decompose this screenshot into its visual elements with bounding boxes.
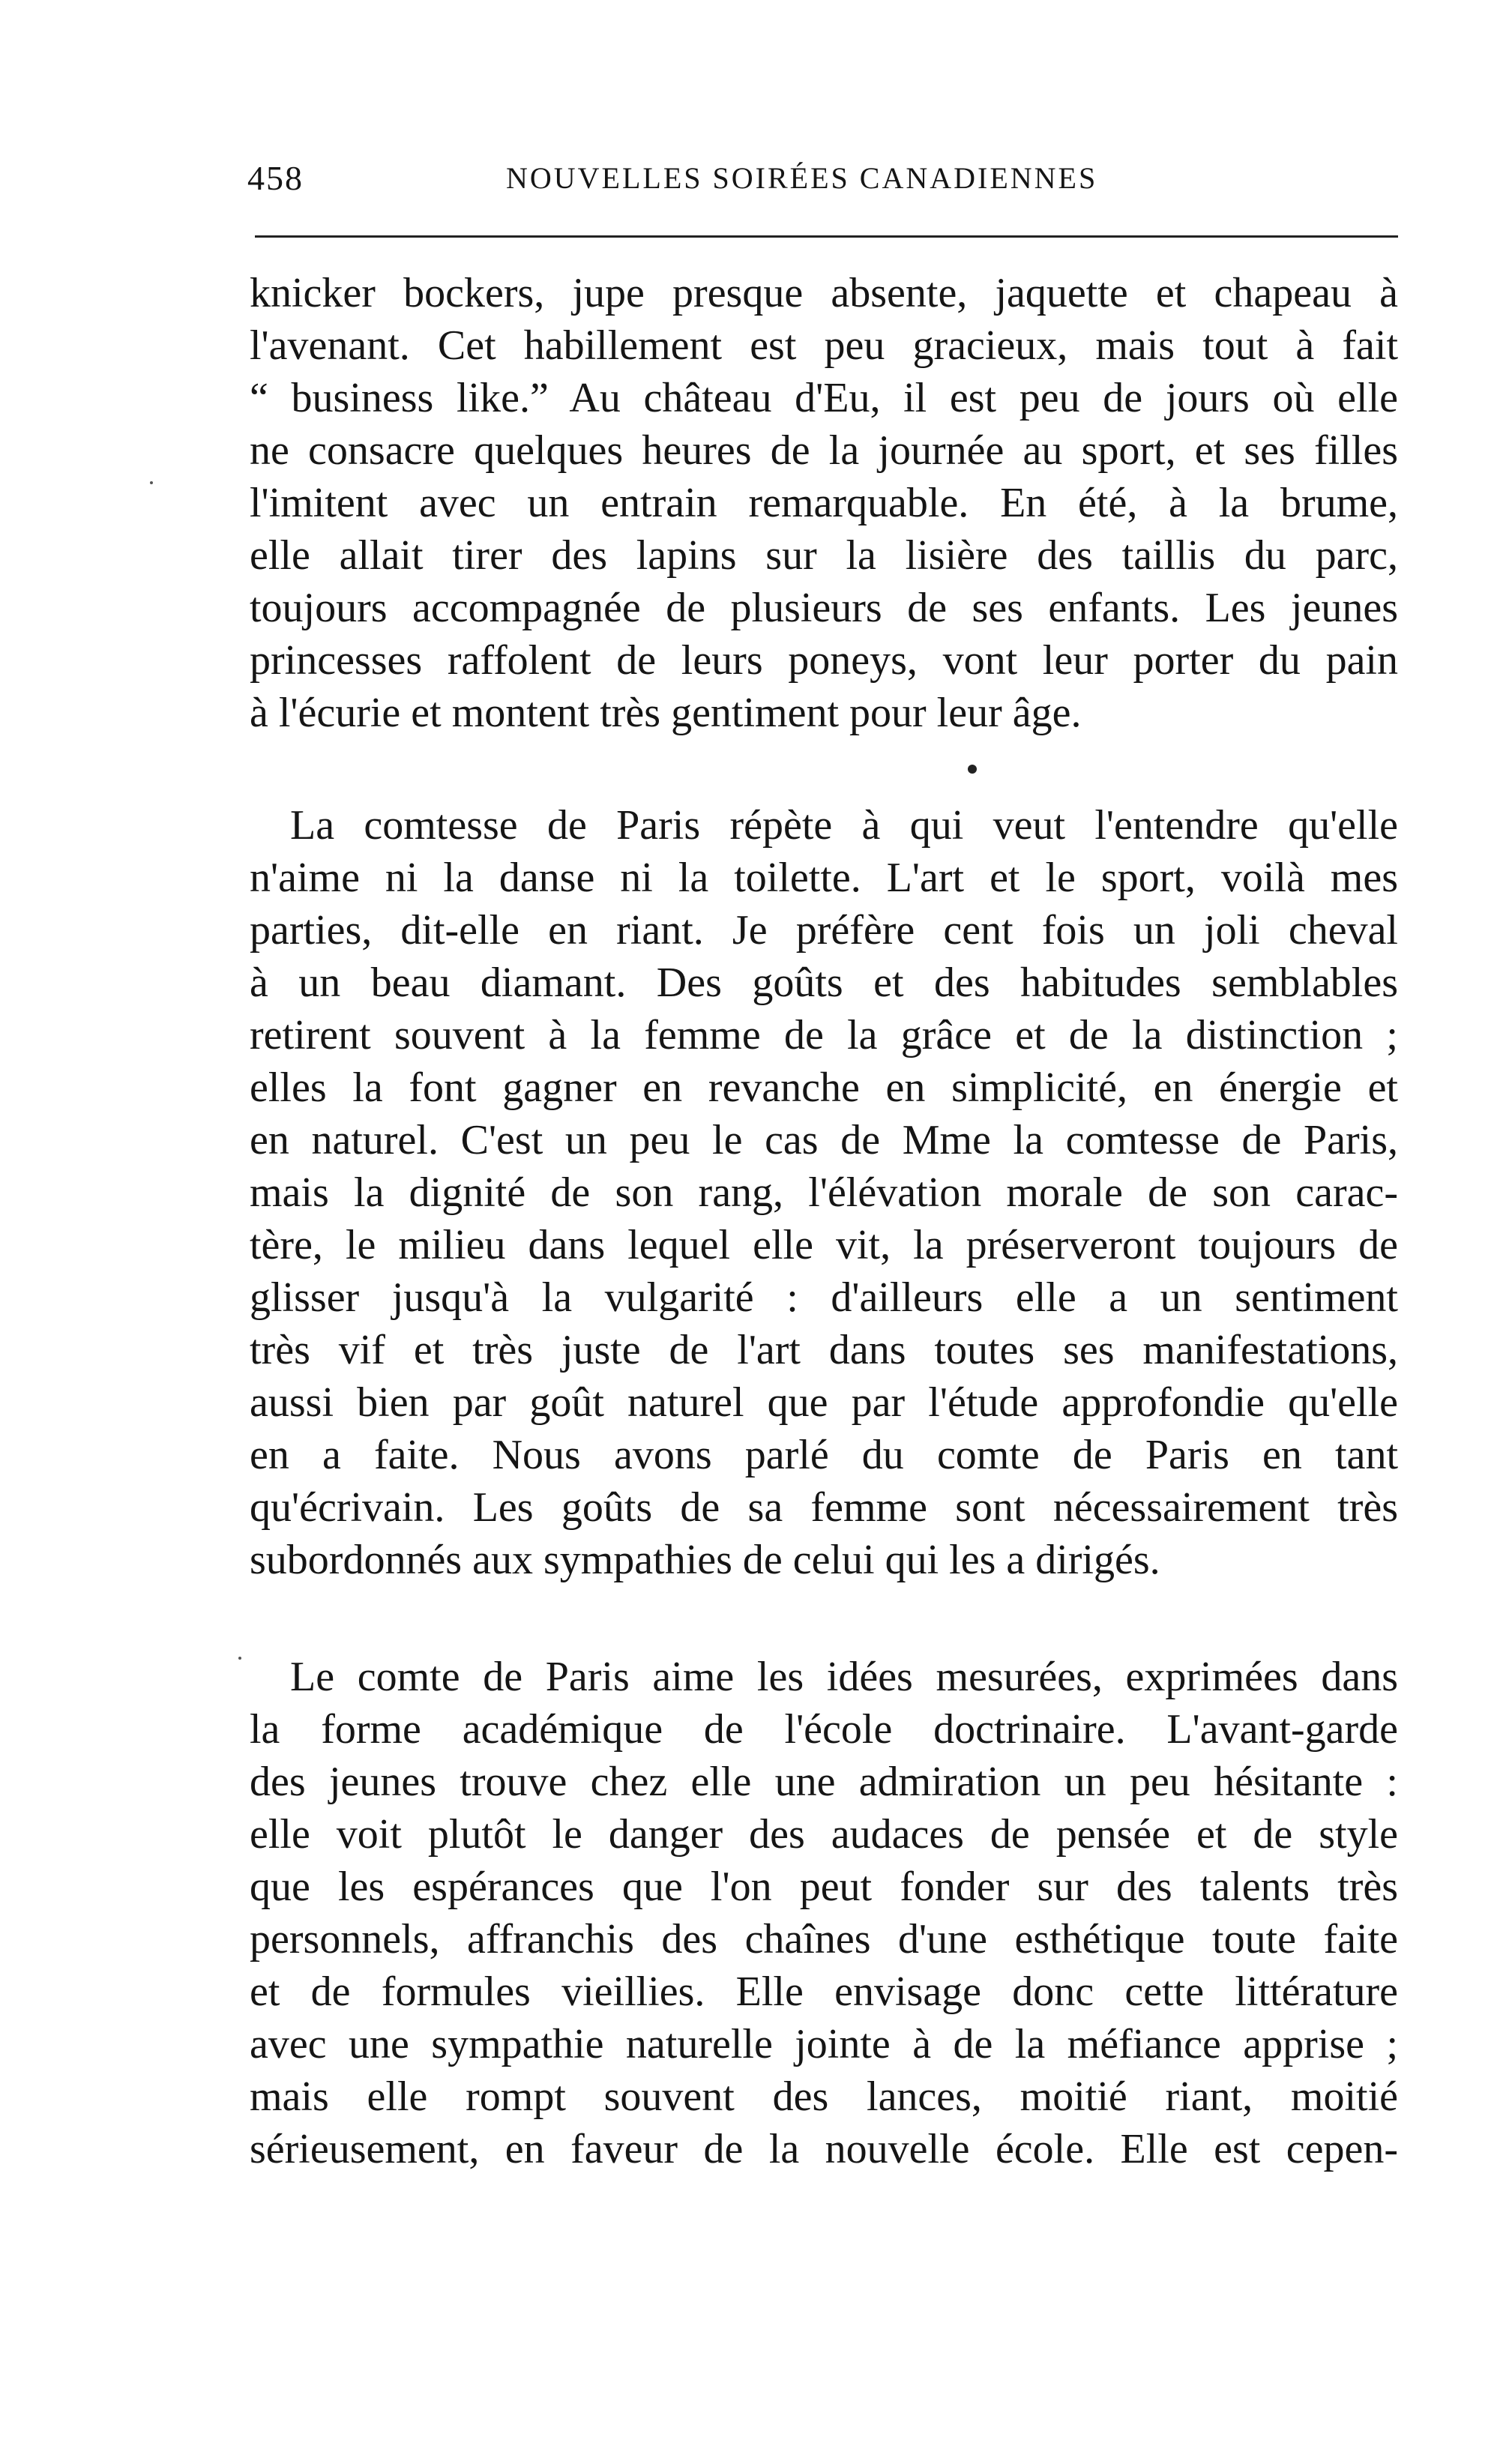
text-line: elles la font gagner en revanche en simplicité, en énergie et [250, 1064, 1398, 1111]
text-line: et de formules vieillies. Elle envisage donc cette littérature [250, 1968, 1398, 2015]
paragraph-2 [250, 799, 1398, 1586]
text-line: à l'écurie et montent très gentiment pour leur âge. [250, 690, 1082, 736]
text-line: qu'écrivain. Les goûts de sa femme sont nécessairement très [250, 1484, 1398, 1531]
text-line: très vif et très juste de l'art dans toutes ses manifestations, [250, 1327, 1398, 1373]
text-line: mais elle rompt souvent des lances, moitié riant, moitié [250, 2073, 1398, 2120]
text-line: aussi bien par goût naturel que par l'étude approfondie qu'elle [250, 1379, 1398, 1426]
text-line: toujours accompagnée de plusieurs de ses enfants. Les jeunes [250, 585, 1398, 631]
text-line: personnels, affranchis des chaînes d'une esthétique toute faite [250, 1916, 1398, 1962]
text-line: “ business like.” Au château d'Eu, il est peu de jours où elle [250, 375, 1398, 421]
text-line: sérieusement, en faveur de la nouvelle école. Elle est cepen- [250, 2126, 1398, 2172]
paragraph-1 [250, 267, 1398, 739]
text-line: ne consacre quelques heures de la journée au sport, et ses filles [250, 427, 1398, 474]
running-head [247, 156, 1398, 201]
text-line: mais la dignité de son rang, l'élévation morale de son carac- [250, 1169, 1398, 1216]
header-rule [255, 235, 1398, 238]
text-line: parties, dit-elle en riant. Je préfère cent fois un joli cheval [250, 907, 1398, 954]
text-line: tère, le milieu dans lequel elle vit, la préserveront toujours de [250, 1222, 1398, 1268]
text-line: La comtesse de Paris répète à qui veut l'entendre qu'elle [290, 802, 1398, 849]
text-line: avec une sympathie naturelle jointe à de la méfiance apprise ; [250, 2021, 1398, 2067]
text-line: Le comte de Paris aime les idées mesurées, exprimées dans [290, 1654, 1398, 1700]
margin-speck [150, 481, 153, 484]
text-line: l'avenant. Cet habillement est peu gracieux, mais tout à fait [250, 322, 1398, 369]
text-line: elle voit plutôt le danger des audaces de pensée et de style [250, 1811, 1398, 1858]
text-line: glisser jusqu'à la vulgarité : d'ailleurs elle a un sentiment [250, 1274, 1398, 1321]
paragraph-3 [250, 1651, 1398, 2175]
page-number: 458 [247, 159, 304, 197]
text-line: en naturel. C'est un peu le cas de Mme la comtesse de Paris, [250, 1117, 1398, 1163]
text-line: des jeunes trouve chez elle une admiration un peu hésitante : [250, 1759, 1398, 1805]
text-line: retirent souvent à la femme de la grâce et de la distinction ; [250, 1012, 1398, 1058]
text-line: knicker bockers, jupe presque absente, jaquette et chapeau à [250, 270, 1398, 316]
running-title: NOUVELLES SOIRÉES CANADIENNES [506, 161, 1098, 195]
text-line: princesses raffolent de leurs poneys, vont leur porter du pain [250, 637, 1398, 684]
text-line: en a faite. Nous avons parlé du comte de Paris en tant [250, 1432, 1398, 1478]
text-line: que les espérances que l'on peut fonder sur des talents très [250, 1864, 1398, 1910]
text-line: à un beau diamant. Des goûts et des habitudes semblables [250, 960, 1398, 1006]
text-line: la forme académique de l'école doctrinaire. L'avant-garde [250, 1706, 1398, 1753]
text-line: subordonnés aux sympathies de celui qui les a dirigés. [250, 1537, 1160, 1583]
text-line: elle allait tirer des lapins sur la lisière des taillis du parc, [250, 532, 1398, 579]
text-line: l'imitent avec un entrain remarquable. En été, à la brume, [250, 480, 1398, 526]
text-line: n'aime ni la danse ni la toilette. L'art et le sport, voilà mes [250, 855, 1398, 901]
section-break-dot [968, 765, 977, 774]
margin-speck [238, 1657, 241, 1660]
